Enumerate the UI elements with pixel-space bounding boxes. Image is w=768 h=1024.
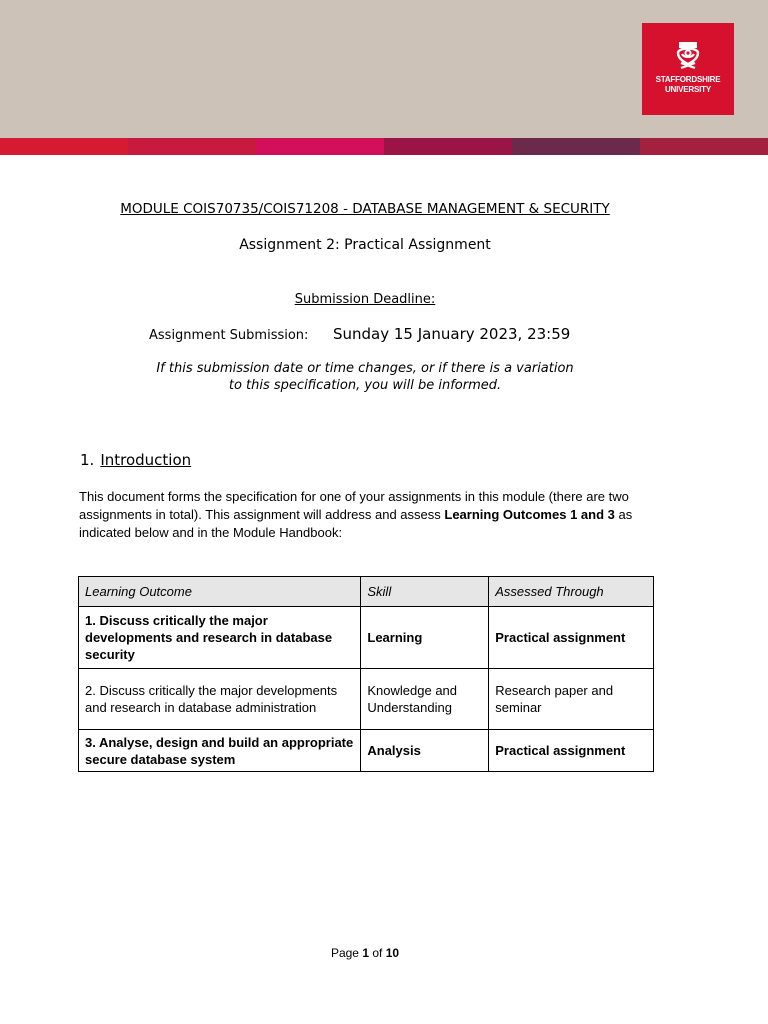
page-total: 10	[385, 946, 400, 960]
submission-row	[149, 324, 570, 343]
logo-line-1: STAFFORDSHIRE	[655, 75, 721, 84]
knot-crest-icon	[675, 41, 701, 69]
stripe-segment	[0, 138, 128, 155]
submission-date: Sunday 15 January 2023, 23:59	[333, 325, 571, 343]
outcome-cell: 2. Discuss critically the major developments and research in database administration	[79, 669, 361, 730]
header-assessed-through: Assessed Through	[489, 577, 654, 607]
color-stripe	[0, 138, 768, 155]
intro-text-2: as indicated below and in the Module Handbook:	[79, 507, 633, 540]
table-row	[79, 730, 654, 772]
module-title: MODULE COIS70735/COIS71208 - DATABASE MANAGEMENT & SECURITY	[120, 201, 610, 217]
stripe-segment	[384, 138, 512, 155]
variation-note-line-2: to this specification, you will be informed.	[228, 378, 502, 393]
intro-text-bold: Learning Outcomes 1 and 3	[444, 507, 615, 522]
section-heading-introduction	[80, 451, 191, 469]
variation-note-line-1: If this submission date or time changes, or if there is a variation	[156, 361, 574, 376]
stripe-segment	[256, 138, 384, 155]
skill-cell: Knowledge and Understanding	[361, 669, 489, 730]
intro-paragraph	[79, 488, 679, 542]
table-row	[79, 669, 654, 730]
skill-cell: Learning	[361, 607, 489, 669]
learning-outcomes-table	[78, 576, 654, 772]
variation-note	[0, 360, 730, 394]
header-skill: Skill	[361, 577, 489, 607]
assessed-cell: Practical assignment	[489, 607, 654, 669]
header-learning-outcome: Learning Outcome	[79, 577, 361, 607]
intro-text-1: This document forms the specification for one of your assignments in this module (there are two assignments in total). This assignment will address and assess	[79, 489, 629, 522]
outcome-cell: 1. Discuss critically the major developments and research in database security	[79, 607, 361, 669]
skill-cell: Analysis	[361, 730, 489, 772]
assignment-title: Assignment 2: Practical Assignment	[239, 237, 491, 253]
submission-label: Assignment Submission:	[149, 328, 309, 343]
page-word: Page	[330, 946, 363, 960]
university-logo	[642, 23, 734, 115]
assessed-cell: Practical assignment	[489, 730, 654, 772]
page-current: 1	[362, 946, 369, 960]
stripe-segment	[640, 138, 768, 155]
stripe-segment	[128, 138, 256, 155]
deadline-heading: Submission Deadline:	[294, 292, 436, 307]
page-of-word: of	[369, 946, 386, 960]
table-header-row	[79, 577, 654, 607]
logo-line-2: UNIVERSITY	[664, 85, 711, 94]
section-title: Introduction	[100, 451, 192, 469]
stripe-segment	[512, 138, 640, 155]
table-row	[79, 607, 654, 669]
section-number: 1.	[80, 451, 95, 469]
page-footer	[0, 946, 730, 960]
outcome-cell: 3. Analyse, design and build an appropriate secure database system	[79, 730, 361, 772]
assessed-cell: Research paper and seminar	[489, 669, 654, 730]
